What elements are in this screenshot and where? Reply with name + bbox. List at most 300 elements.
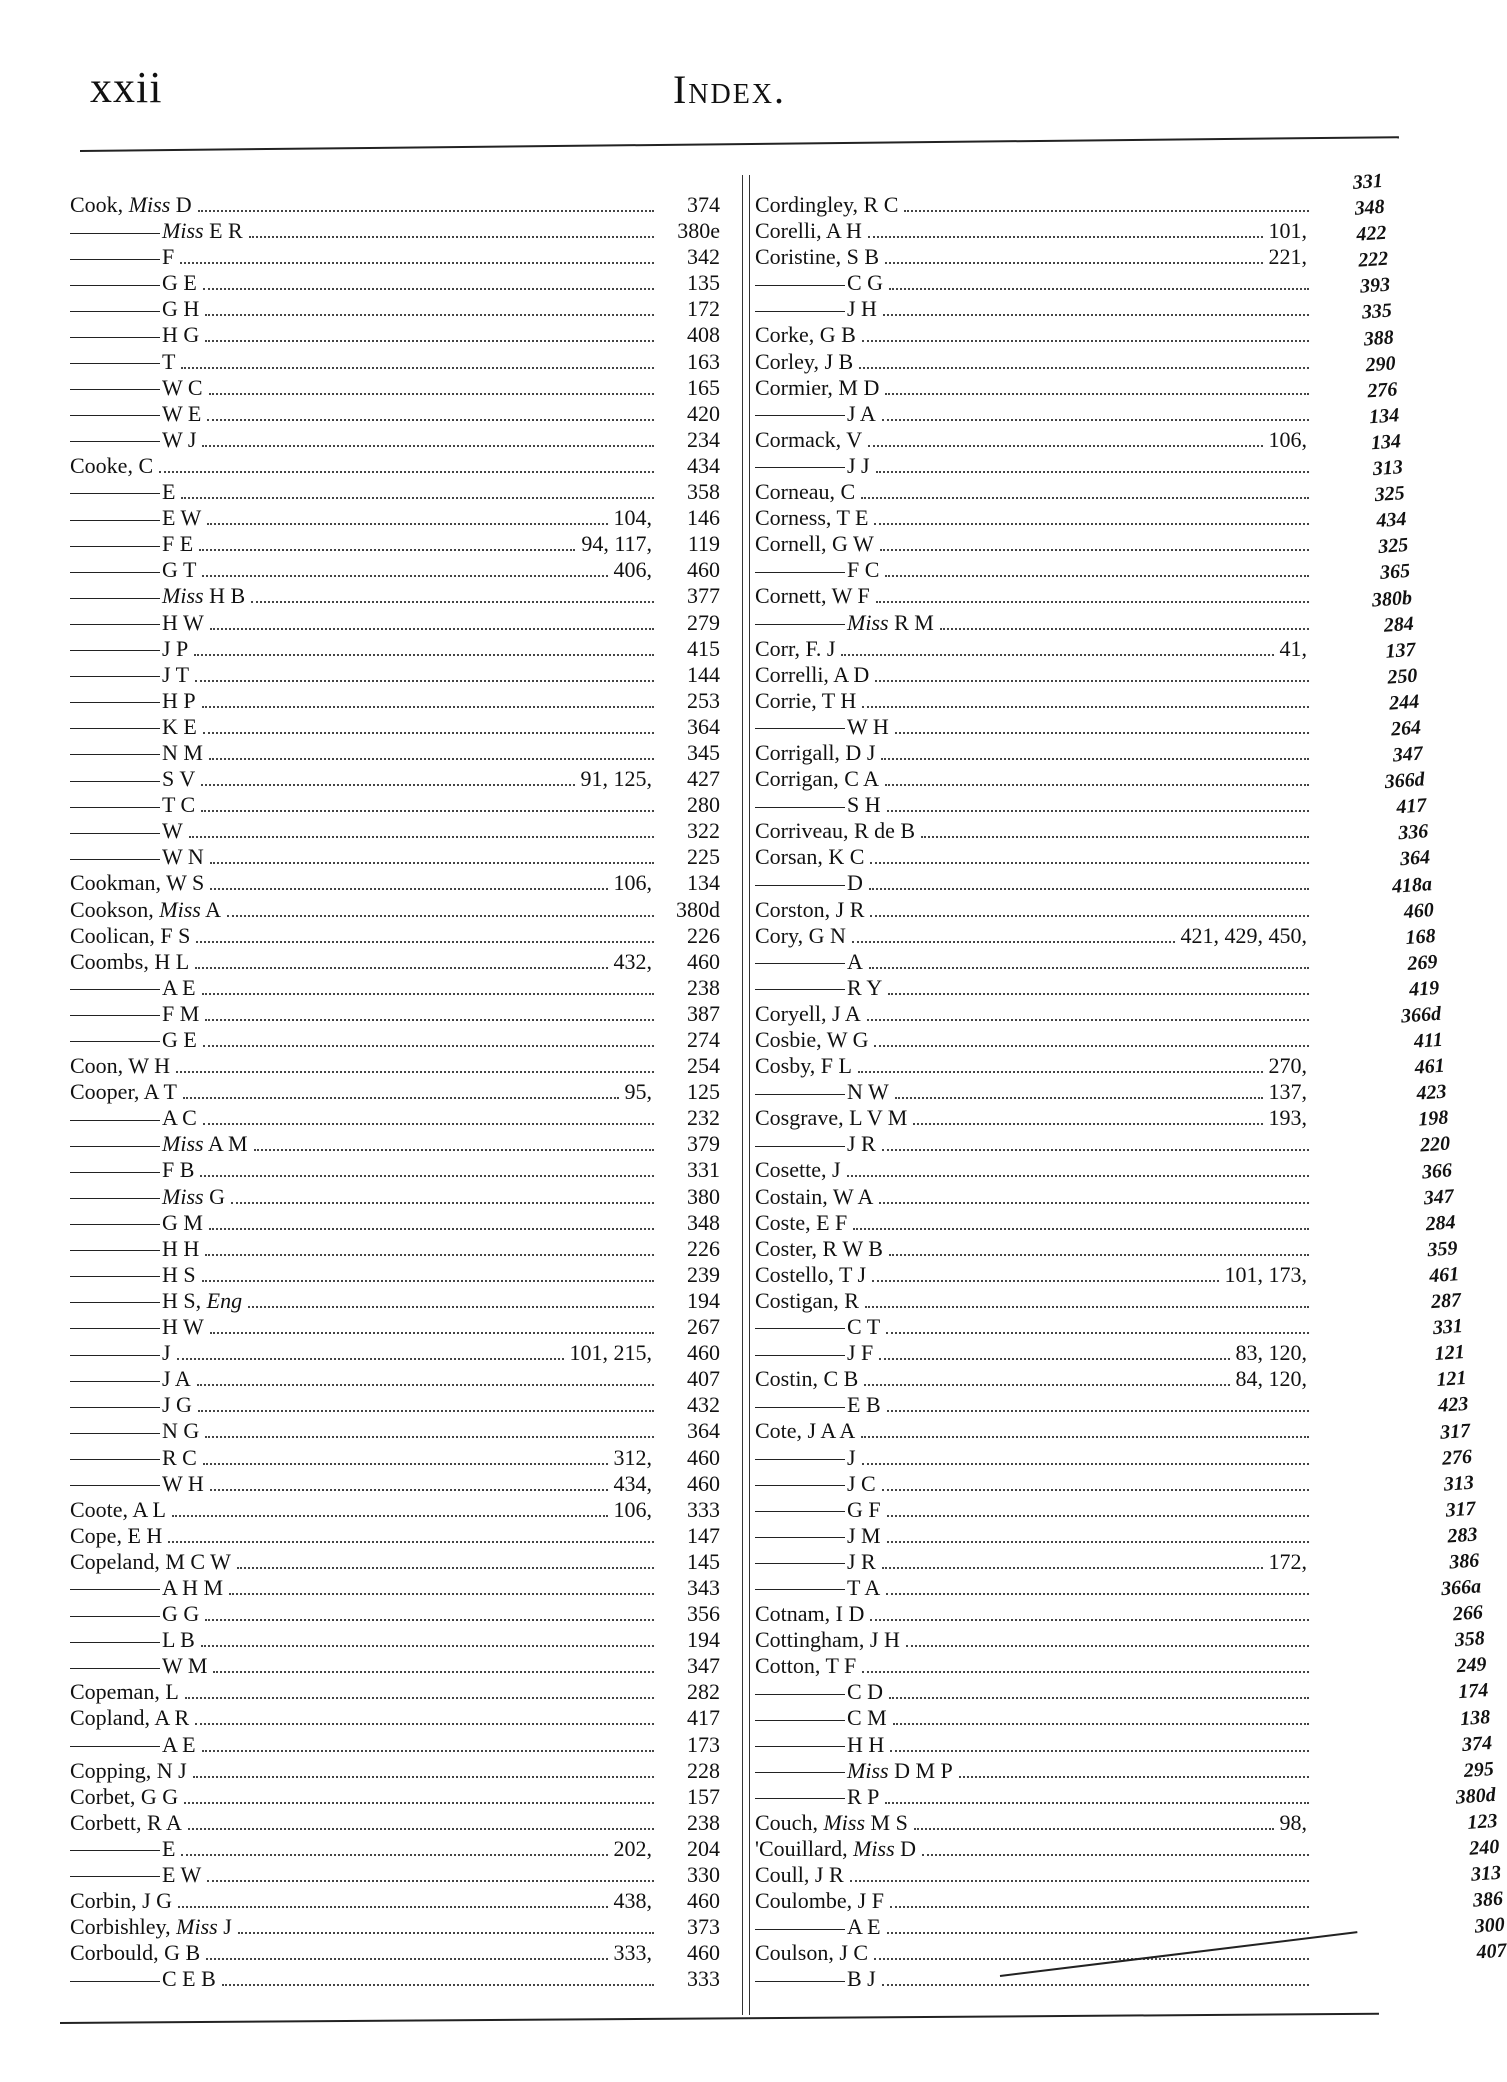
- dot-leader: [172, 1515, 608, 1517]
- entry-name: J T: [70, 662, 189, 688]
- entry-page: 220: [1419, 1132, 1451, 1157]
- entry-page: 415: [687, 635, 720, 661]
- entry-page: 168: [1404, 924, 1437, 949]
- entry-page: 333: [687, 1496, 720, 1522]
- entry-name: Copeman, L: [70, 1679, 179, 1705]
- entry-name: Coote, A L: [70, 1496, 166, 1522]
- entry-page: 239: [687, 1261, 720, 1287]
- entry-name: J P: [70, 636, 188, 662]
- ditto-dash: [755, 1407, 845, 1408]
- entry-name: C M: [755, 1705, 887, 1731]
- entry-refs: 41,: [1279, 635, 1307, 661]
- entry-name: Cosette, J: [755, 1157, 841, 1183]
- index-entry: [755, 1862, 1315, 1888]
- index-entry: [70, 1836, 720, 1862]
- entry-page: 137: [1384, 638, 1417, 663]
- entry-page: 238: [687, 974, 720, 1000]
- entry-page: 283: [1446, 1523, 1479, 1548]
- index-entry: [70, 1914, 720, 1940]
- entry-name: 'Couillard, Miss D: [755, 1835, 917, 1861]
- entry-name: Cormack, V: [755, 426, 863, 452]
- ditto-dash: [755, 1720, 845, 1721]
- entry-refs: 91, 125,: [580, 766, 652, 792]
- ditto-dash: [70, 1850, 160, 1851]
- ditto-dash: [70, 1041, 160, 1042]
- entry-name: Corbett, R A: [70, 1809, 182, 1835]
- entry-page: 238: [687, 1809, 720, 1835]
- right-page-numbers: [1322, 168, 1507, 1968]
- ditto-dash: [70, 572, 160, 573]
- entry-page: 364: [1399, 846, 1431, 871]
- entry-name: D: [755, 870, 863, 896]
- dot-leader: [906, 1645, 1309, 1647]
- entry-page: 313: [1372, 456, 1404, 481]
- index-entry: [755, 1314, 1315, 1340]
- index-entry: [755, 1236, 1315, 1262]
- entry-name: Corness, T E: [755, 505, 869, 531]
- entry-name: Coristine, S B: [755, 244, 880, 270]
- entry-page: 366: [1421, 1158, 1453, 1183]
- dot-leader: [879, 1202, 1309, 1204]
- index-entry: [755, 1366, 1315, 1392]
- entry-page: 356: [687, 1601, 720, 1627]
- index-entry: [70, 1575, 720, 1601]
- index-entry: [755, 244, 1315, 270]
- ditto-dash: [755, 807, 845, 808]
- dot-leader: [188, 1828, 654, 1830]
- index-entry: [70, 1105, 720, 1131]
- ditto-dash: [70, 807, 160, 808]
- index-entry: [70, 1862, 720, 1888]
- dot-leader: [201, 810, 654, 812]
- entry-name: H S, Eng: [70, 1288, 242, 1314]
- entry-page: 460: [687, 948, 720, 974]
- entry-name: J G: [70, 1392, 192, 1418]
- index-entry: [755, 792, 1315, 818]
- dot-leader: [921, 836, 1309, 838]
- dot-leader: [209, 1228, 654, 1230]
- index-entry: [755, 1888, 1315, 1914]
- entry-page: 365: [1379, 560, 1411, 585]
- dot-leader: [922, 1854, 1309, 1856]
- entry-page: 366d: [1400, 1002, 1442, 1028]
- entry-name: J R: [755, 1131, 876, 1157]
- ditto-dash: [755, 624, 845, 625]
- dot-leader: [202, 993, 654, 995]
- entry-page: 417: [1395, 794, 1428, 819]
- entry-page: 313: [1443, 1471, 1475, 1496]
- dot-leader: [885, 262, 1262, 264]
- index-entry: [70, 1601, 720, 1627]
- dot-leader: [870, 862, 1309, 864]
- ditto-dash: [755, 285, 845, 286]
- entry-name: J M: [755, 1523, 881, 1549]
- index-entry: [70, 792, 720, 818]
- dot-leader: [201, 1645, 654, 1647]
- index-entry: [755, 662, 1315, 688]
- dot-leader: [178, 1906, 607, 1908]
- ditto-dash: [755, 1772, 845, 1773]
- dot-leader: [841, 654, 1273, 656]
- entry-refs: 421, 429, 450,: [1180, 922, 1307, 948]
- index-entry: [755, 1679, 1315, 1705]
- entry-page: 343: [687, 1574, 720, 1600]
- dot-leader: [168, 1541, 654, 1543]
- entry-page: 423: [1415, 1080, 1448, 1105]
- entry-page: 226: [687, 922, 720, 948]
- entry-page: 276: [1441, 1445, 1473, 1470]
- entry-name: Miss G: [70, 1184, 225, 1210]
- index-entry: [70, 897, 720, 923]
- top-rule: [80, 136, 1399, 152]
- index-entry: [70, 1262, 720, 1288]
- dot-leader: [886, 1593, 1309, 1595]
- entry-page: 280: [687, 792, 720, 818]
- entry-name: F M: [70, 1001, 199, 1027]
- index-entry: [70, 1966, 720, 1992]
- index-entry: [755, 897, 1315, 923]
- ditto-dash: [755, 1328, 845, 1329]
- index-entry: [755, 557, 1315, 583]
- ditto-dash: [755, 1694, 845, 1695]
- index-entry: [755, 479, 1315, 505]
- entry-page: 163: [687, 348, 720, 374]
- dot-leader: [886, 1332, 1309, 1334]
- index-entry: [70, 1549, 720, 1575]
- entry-refs: 101, 173,: [1224, 1261, 1307, 1287]
- entry-page: 387: [687, 1000, 720, 1026]
- entry-page: 174: [1457, 1679, 1490, 1704]
- entry-name: Corrigall, D J: [755, 739, 876, 765]
- index-entry: [755, 1784, 1315, 1810]
- ditto-dash: [70, 1224, 160, 1225]
- ditto-dash: [70, 1668, 160, 1669]
- entry-name: Cordingley, R C: [755, 192, 899, 217]
- ditto-dash: [70, 520, 160, 521]
- entry-name: Cosbie, W G: [755, 1027, 869, 1052]
- entry-page: 336: [1397, 820, 1430, 845]
- ditto-dash: [70, 1616, 160, 1617]
- dot-leader: [872, 1280, 1218, 1282]
- index-entry: [755, 1184, 1315, 1210]
- index-entry: [755, 1392, 1315, 1418]
- index-entry: [70, 375, 720, 401]
- entry-name: J A: [70, 1366, 191, 1392]
- ditto-dash: [70, 598, 160, 599]
- dot-leader: [231, 1202, 654, 1204]
- entry-name: Miss D M P: [755, 1758, 953, 1784]
- index-entry: [755, 1053, 1315, 1079]
- entry-page: 225: [687, 844, 720, 870]
- index-entry: [755, 766, 1315, 792]
- entry-page: 380e: [677, 218, 720, 244]
- entry-name: W J: [70, 427, 196, 453]
- entry-name: C G: [755, 270, 883, 296]
- entry-page: 274: [687, 1027, 720, 1052]
- entry-name: Cotton, T F: [755, 1653, 857, 1679]
- ditto-dash: [70, 1276, 160, 1277]
- entry-page: 347: [1423, 1184, 1455, 1210]
- entry-page: 393: [1359, 273, 1391, 298]
- entry-page: 373: [687, 1914, 720, 1940]
- dot-leader: [222, 1984, 654, 1986]
- dot-leader: [209, 393, 654, 395]
- entry-refs: 94, 117,: [581, 531, 652, 557]
- dot-leader: [862, 1463, 1309, 1465]
- entry-refs: 98,: [1279, 1809, 1307, 1835]
- ditto-dash: [70, 624, 160, 625]
- ditto-dash: [70, 1120, 160, 1121]
- index-entry: [755, 688, 1315, 714]
- dot-leader: [883, 314, 1309, 316]
- ditto-dash: [755, 467, 845, 468]
- entry-name: F B: [70, 1157, 194, 1183]
- dot-leader: [870, 915, 1309, 917]
- entry-page: 123: [1466, 1809, 1499, 1834]
- dot-leader: [181, 497, 654, 499]
- dot-leader: [887, 1515, 1309, 1517]
- entry-refs: 84, 120,: [1235, 1366, 1307, 1392]
- entry-page: 244: [1388, 690, 1420, 715]
- dot-leader: [861, 1436, 1309, 1438]
- entry-name: Coulson, J C: [755, 1940, 869, 1966]
- entry-name: Coombs, H L: [70, 948, 190, 974]
- entry-name: Costigan, R: [755, 1287, 859, 1313]
- dot-leader: [859, 367, 1309, 369]
- ditto-dash: [70, 493, 160, 494]
- entry-page: 345: [687, 739, 720, 765]
- dot-leader: [195, 680, 654, 682]
- dot-leader: [194, 654, 654, 656]
- dot-leader: [193, 1776, 654, 1778]
- entry-name: Cook, Miss D: [70, 192, 192, 217]
- entry-name: Cormier, M D: [755, 374, 880, 400]
- ditto-dash: [70, 1198, 160, 1199]
- entry-name: J C: [755, 1471, 876, 1497]
- ditto-dash: [70, 1642, 160, 1643]
- ditto-dash: [755, 1459, 845, 1460]
- index-entry: [70, 1732, 720, 1758]
- entry-page: 266: [1452, 1601, 1484, 1626]
- dot-leader: [862, 340, 1309, 342]
- entry-refs: 406,: [613, 557, 652, 583]
- entry-refs: 434,: [613, 1470, 652, 1496]
- entry-page: 366a: [1440, 1575, 1482, 1601]
- entry-name: J H: [755, 296, 877, 322]
- entry-name: Corley, J B: [755, 348, 854, 374]
- index-entry: [755, 1445, 1315, 1471]
- entry-name: H H: [755, 1732, 884, 1758]
- entry-name: T A: [755, 1575, 880, 1601]
- dot-leader: [867, 1019, 1309, 1021]
- entry-name: N W: [755, 1079, 889, 1105]
- entry-page: 386: [1448, 1549, 1480, 1574]
- entry-page: 119: [687, 531, 720, 557]
- dot-leader: [914, 1828, 1274, 1830]
- entry-name: Costin, C B: [755, 1366, 859, 1392]
- entry-page: 434: [687, 452, 720, 478]
- entry-name: Corneau, C: [755, 479, 856, 505]
- dot-leader: [254, 1149, 654, 1151]
- dot-leader: [850, 1880, 1309, 1882]
- column-divider: [742, 175, 743, 2015]
- entry-refs: 101, 215,: [569, 1340, 652, 1366]
- entry-page: 342: [687, 244, 720, 270]
- entry-name: Coste, E F: [755, 1209, 848, 1235]
- dot-leader: [889, 1697, 1309, 1699]
- index-entry: [755, 505, 1315, 531]
- dot-leader: [882, 1567, 1263, 1569]
- index-entry: [70, 1627, 720, 1653]
- entry-name: W N: [70, 844, 204, 870]
- entry-name: S V: [70, 766, 195, 792]
- entry-page: 380d: [676, 896, 720, 922]
- entry-name: N M: [70, 740, 203, 766]
- dot-leader: [202, 706, 654, 708]
- entry-name: H W: [70, 1314, 204, 1340]
- entry-name: Couch, Miss M S: [755, 1809, 908, 1835]
- dot-leader: [887, 810, 1309, 812]
- entry-name: F C: [755, 557, 879, 583]
- entry-page: 379: [687, 1131, 720, 1157]
- entry-page: 330: [687, 1862, 720, 1887]
- entry-page: 460: [687, 1340, 720, 1366]
- entry-name: F E: [70, 531, 193, 557]
- entry-page: 134: [1368, 404, 1400, 429]
- dot-leader: [890, 1750, 1309, 1752]
- entry-page: 276: [1366, 378, 1399, 403]
- dot-leader: [210, 888, 607, 890]
- entry-page: 165: [687, 374, 720, 400]
- dot-leader: [874, 1958, 1309, 1960]
- entry-name: Miss H B: [70, 583, 245, 609]
- index-entry: [755, 923, 1315, 949]
- ditto-dash: [70, 1589, 160, 1590]
- entry-page: 331: [1432, 1315, 1464, 1340]
- entry-page: 407: [687, 1366, 720, 1392]
- dot-leader: [203, 732, 654, 734]
- index-entry: [755, 349, 1315, 375]
- entry-page: 145: [687, 1548, 720, 1574]
- entry-page: 380b: [1371, 586, 1413, 612]
- entry-page: 253: [687, 687, 720, 713]
- ditto-dash: [755, 1537, 845, 1538]
- entry-page: 146: [687, 505, 720, 531]
- entry-name: Cookman, W S: [70, 870, 205, 896]
- dot-leader: [888, 993, 1309, 995]
- entry-name: W E: [70, 401, 201, 427]
- entry-page: 135: [687, 270, 720, 296]
- entry-name: Corriveau, R de B: [755, 818, 916, 844]
- index-entry: [70, 557, 720, 583]
- entry-page: 282: [687, 1679, 720, 1705]
- dot-leader: [205, 314, 654, 316]
- dot-leader: [895, 1097, 1263, 1099]
- entry-name: Coull, J R: [755, 1862, 844, 1887]
- entry-name: Corbet, G G: [70, 1783, 179, 1809]
- entry-page: 347: [687, 1653, 720, 1679]
- index-entry: [70, 1705, 720, 1731]
- index-entry: [70, 1079, 720, 1105]
- entry-page: 380: [687, 1183, 720, 1209]
- entry-refs: 95,: [624, 1079, 652, 1105]
- index-entry: [70, 923, 720, 949]
- index-entry: [755, 1079, 1315, 1105]
- bottom-rule: [60, 2013, 1379, 2024]
- entry-page: 331: [687, 1157, 720, 1183]
- entry-page: 333: [687, 1966, 720, 1992]
- ditto-dash: [755, 989, 845, 990]
- index-entry: [755, 1001, 1315, 1027]
- ditto-dash: [70, 285, 160, 286]
- entry-name: G E: [70, 270, 197, 296]
- entry-refs: 83, 120,: [1235, 1340, 1307, 1366]
- index-entry: [70, 401, 720, 427]
- entry-name: Cottingham, J H: [755, 1627, 900, 1653]
- entry-refs: 106,: [613, 870, 652, 896]
- entry-refs: 438,: [613, 1888, 652, 1914]
- ditto-dash: [70, 363, 160, 364]
- ditto-dash: [755, 728, 845, 729]
- index-entry: [70, 1497, 720, 1523]
- entry-page: 364: [687, 713, 720, 739]
- ditto-dash: [70, 1172, 160, 1173]
- entry-name: Corbin, J G: [70, 1888, 173, 1914]
- entry-name: Corsan, K C: [755, 844, 865, 870]
- entry-page: 264: [1390, 716, 1422, 741]
- dot-leader: [895, 732, 1309, 734]
- dot-leader: [865, 1306, 1309, 1308]
- dot-leader: [207, 523, 607, 525]
- entry-name: C T: [755, 1314, 880, 1340]
- entry-page: 125: [687, 1079, 720, 1105]
- entry-page: 408: [687, 322, 720, 348]
- entry-name: Copeland, M C W: [70, 1548, 231, 1574]
- dot-leader: [874, 523, 1309, 525]
- dot-leader: [198, 210, 654, 212]
- index-entry: [70, 505, 720, 531]
- entry-page: 417: [687, 1705, 720, 1731]
- index-entry: [755, 636, 1315, 662]
- entry-name: Miss A M: [70, 1131, 248, 1157]
- entry-name: E W: [70, 505, 201, 531]
- entry-page: 204: [687, 1835, 720, 1861]
- entry-name: Coulombe, J F: [755, 1888, 884, 1914]
- entry-page: 194: [687, 1627, 720, 1653]
- index-entry: [755, 1627, 1315, 1653]
- entry-page: 407: [1475, 1939, 1507, 1964]
- entry-page: 317: [1439, 1419, 1471, 1444]
- index-entry: [755, 740, 1315, 766]
- ditto-dash: [70, 1381, 160, 1382]
- dot-leader: [203, 1045, 654, 1047]
- dot-leader: [868, 445, 1262, 447]
- index-entry: [755, 427, 1315, 453]
- entry-page: 358: [1453, 1627, 1486, 1652]
- ditto-dash: [70, 1485, 160, 1486]
- ditto-dash: [70, 754, 160, 755]
- index-entry: [70, 1523, 720, 1549]
- entry-page: 358: [687, 479, 720, 505]
- dot-leader: [882, 1984, 1309, 1986]
- dot-leader: [159, 471, 654, 473]
- ditto-dash: [755, 311, 845, 312]
- index-entry: [755, 1810, 1315, 1836]
- entry-name: A C: [70, 1105, 197, 1131]
- ditto-dash: [755, 1929, 845, 1930]
- dot-leader: [887, 1410, 1309, 1412]
- index-entry: [70, 610, 720, 636]
